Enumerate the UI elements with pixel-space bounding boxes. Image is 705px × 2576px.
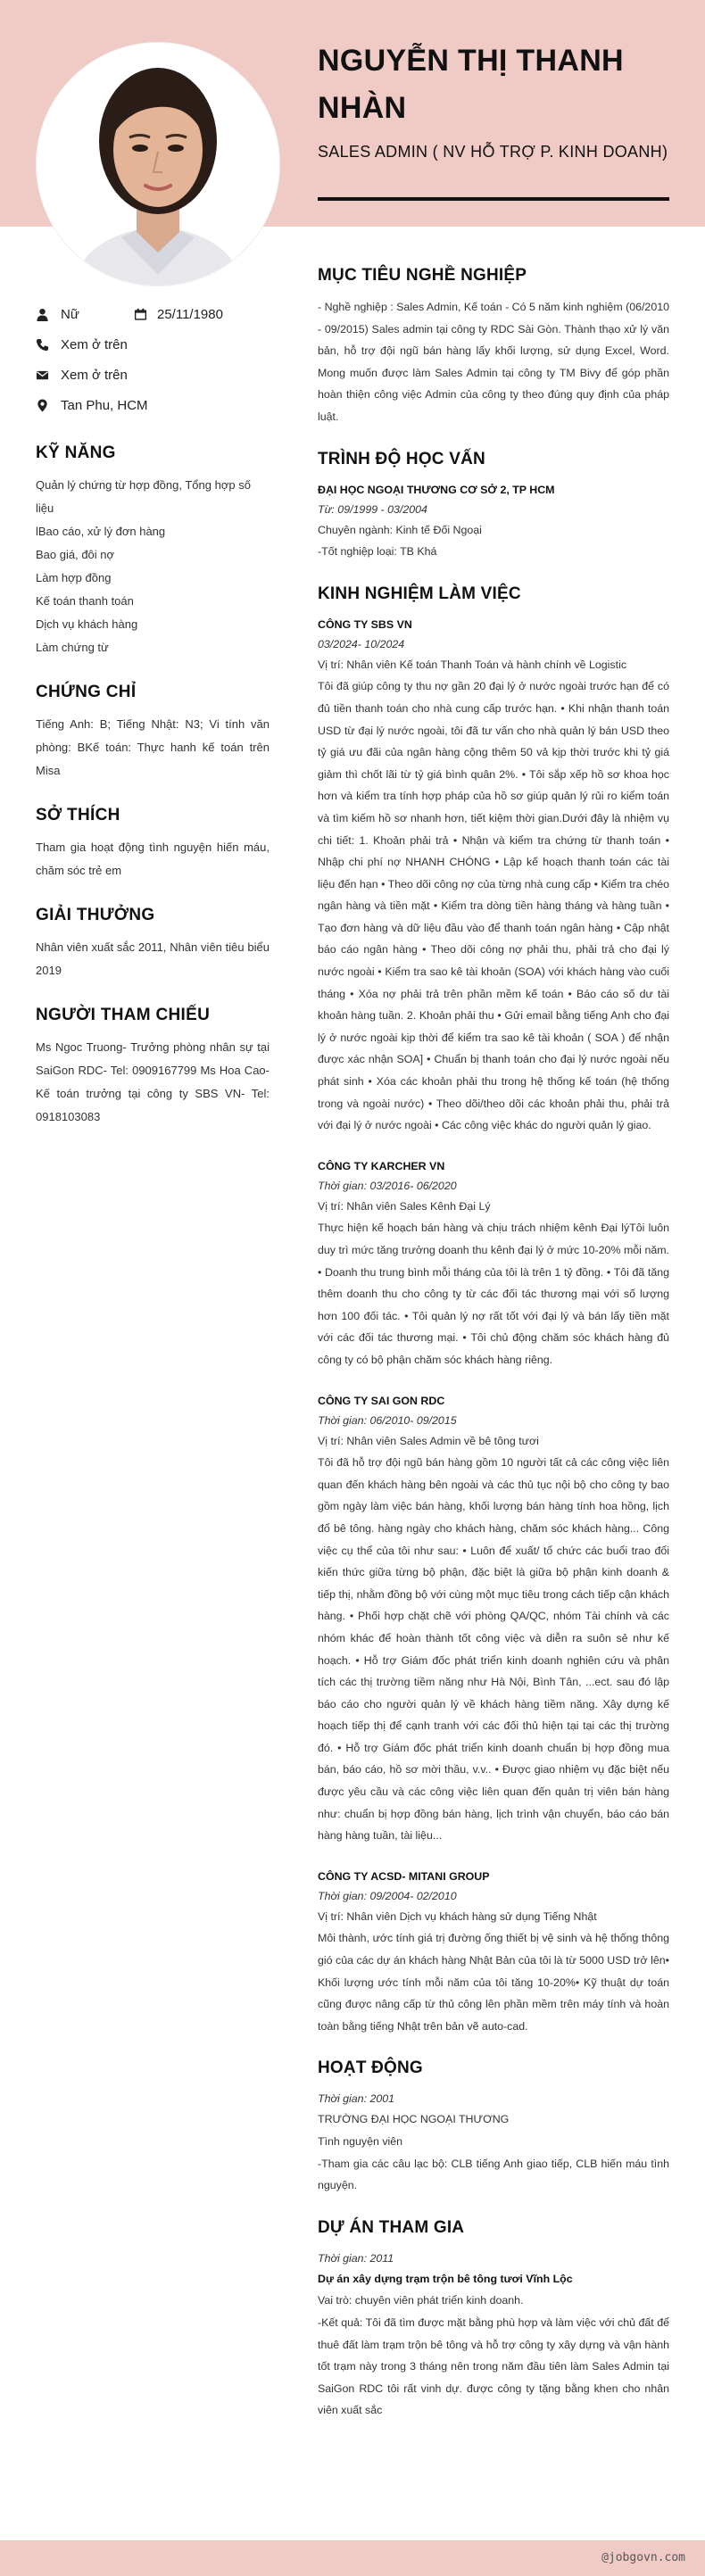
title-divider [318,197,669,201]
activity-role: Tình nguyện viên [318,2135,403,2148]
project-name: Dự án xây dựng trạm trộn bê tông tươi Vĩnh Lộc [318,2272,573,2285]
awards-heading: GIẢI THƯỞNG [36,906,155,924]
footer-band [0,2540,705,2576]
address-value: Tan Phu, HCM [61,397,148,413]
email-icon [36,369,61,382]
job-position: Vị trí: Nhân viên Dịch vụ khách hàng sử dụng Tiếng Nhật [318,1909,597,1923]
activities-section [318,2058,669,2196]
skill-item: Dịch vụ khách hàng [36,617,138,631]
phone-row [36,329,270,360]
hobbies-text: Tham gia hoạt động tình nguyện hiến máu, chăm sóc trẻ em [36,841,270,877]
awards-text: Nhân viên xuất sắc 2011, Nhân viên tiêu biểu 2019 [36,940,270,977]
project-time: Thời gian: 2011 [318,2251,394,2265]
job-company: CÔNG TY ACSD- MITANI GROUP [318,1869,490,1883]
job-entry [318,615,669,1137]
job-company: CÔNG TY SAI GON RDC [318,1394,445,1407]
job-time: 03/2024- 10/2024 [318,637,405,650]
skill-item: Kế toán thanh toán [36,594,134,608]
activity-time: Thời gian: 2001 [318,2092,395,2106]
projects-section [318,2218,669,2422]
skill-item: Quản lý chứng từ hợp đồng, Tổng hợp số liệu [36,478,251,515]
job-position: Vị trí: Nhân viên Kế toán Thanh Toán và hành chính về Logistic [318,658,627,671]
job-description: Thực hiện kế hoạch bán hàng và chịu trách nhiệm kênh Đại lýTôi luôn duy trì mức tăng trưởng doanh thu kênh đại lý ở mức 10-20% mỗi năm. • Doanh thu trung bình mỗi tháng của tôi là trên 1 tỷ đồng. • Tôi đã tăng thêm doanh thu cho công ty từ các đối tác thương mại với số lượng hơn 100 đối tác. • Tôi quản lý nợ rất tốt với đại lý và bán lấy tiền mặt với các đối tác thương mại. • Tôi chủ động chăm sóc khách hàng đủ công ty có bộ phận chăm sóc khách hàng riêng. [318,1222,669,1366]
references-heading: NGƯỜI THAM CHIẾU [36,1006,211,1024]
job-description: Tôi đã giúp công ty thu nợ gần 20 đại lý ở nước ngoài trước hạn để có đủ tiền thanh toán cho nhà cung cấp trước hạn. • Khi nhận thanh toán USD từ đại lý nước ngoài, tôi đã tư vấn cho nhà quản lý bán USD theo tỷ giá ưu đãi của ngân hàng cộng thêm 50 vả kịp thời trước khi tỷ giá giảm thì chốt lãi từ tỷ giá bình quân 2%. • Tôi sắp xếp hồ sơ khoa học hơn và kiểm tra tính hợp pháp của hồ sơ giúp quản lý rủi ro kiểm toán và tìm kiếm hồ sơ nhanh hơn, tiết kiệm thời gian.Dưới đây là nhiệm vụ chi tiết: 1. Khoản phải trả • Nhận và kiểm tra chứng từ thanh toán • Nhập chi phí nợ NHANH CHÓNG • Lập kế hoạch thanh toán các tài liệu đến hạn • Theo dõi công nợ của từng nhà cung cấp • Kiểm tra chéo ngân hàng và tiền mặt • Kiểm tra dòng tiền hàng tháng và hàng tuần • Tạo đơn hàng và dữ liệu đầu vào để thanh toán ngân hàng • Cập nhật báo cáo ngân hàng • Theo dõi công nợ phải thu, phải trả cho đại lý nước ngoài • Kiểm tra sao kê tài khoản (SOA) với khách hàng vào cuối tháng • Xóa nợ phải trả trên phần mềm kế toán • Báo cáo số dư tài khoản hàng tuần. 2. Khoản phải thu • Gửi email bằng tiếng Anh cho đại lý ở nước ngoài kịp thời để kiểm tra sao kê tài khoản ( SOA ) để nhận được xác nhận SOA] • Chuẩn bị thanh toán cho đại lý nước ngoài nếu phát sinh • Xóa các khoản phải thu trong hệ thống kế toán (hệ thống trong và ngoài nước) • Theo dõi/theo dõi các khoản phải thu, phải trả với đại lý ở nước ngoài • Các công việc khác do người quản lý giao. [318,680,669,1132]
right-column [318,266,669,2443]
avatar [37,43,279,286]
job-title: SALES ADMIN ( NV HỖ TRỢ P. KINH DOANH) [318,143,668,161]
phone-value[interactable]: Xem ở trên [61,336,128,352]
job-position: Vị trí: Nhân viên Sales Admin về bê tông tươi [318,1434,539,1447]
certificates-text: Tiếng Anh: B; Tiếng Nhật: N3; Vi tính văn phòng: BKế toán: Thực hanh kế toán trên Misa [36,717,270,777]
gender-value: Nữ [61,306,79,322]
job-entry [318,1867,669,2038]
job-entry [318,1391,669,1847]
skills-section [36,443,270,659]
activity-text: -Tham gia các câu lạc bộ: CLB tiếng Anh giao tiếp, CLB hiến máu tình nguyện. [318,2157,669,2192]
footer-watermark[interactable]: @jobgovn.com [601,2551,685,2564]
activity-org: TRƯỜNG ĐẠI HỌC NGOẠI THƯƠNG [318,2113,510,2126]
skill-item: Bao giá, đôi nợ [36,548,115,561]
job-company: CÔNG TY KARCHER VN [318,1159,445,1172]
certificates-section [36,683,270,783]
skill-item: Làm chứng từ [36,641,109,654]
objective-heading: MỤC TIÊU NGHỀ NGHIỆP [318,266,527,285]
hobbies-section [36,806,270,882]
references-text: Ms Ngoc Truong- Trưởng phòng nhân sự tại SaiGon RDC- Tel: 0909167799 Ms Hoa Cao- Kế toán trưởng tại công ty SBS VN- Tel: 0918103083 [36,1040,270,1123]
location-pin-icon [36,399,61,412]
project-role: Vai trò: chuyên viên phát triển kinh doanh. [318,2294,524,2307]
job-description: Môi thành, ước tính giá trị đường ống thiết bị vệ sinh và hệ thống thông gió của các dự án khách hàng Nhật Bản của tôi là từ 5000 USD trở lên• Khối lượng ước tính mỗi năm của tôi tăng 10-20%• Kỹ thuật dự toán cũng được nâng cấp từ thủ công lên phần mềm trên máy tính và hoàn toàn bằng tiếng Nhật trên bản vẽ auto-cad. [318,1932,669,2033]
objective-text: - Nghề nghiệp : Sales Admin, Kế toán - Có 5 năm kinh nghiệm (06/2010 - 09/2015) Sales admin tại công ty RDC Sài Gòn. Thành thạo xử lý văn bản, hỗ trợ đội ngũ bán hàng lấy khối lượng, sử dụng Excel, Word. Mong muốn được làm Sales Admin tại công ty TM Bivy để góp phần hoàn thiện công việc Admin của công ty theo đúng quy định của pháp luật. [318,301,669,423]
address-row [36,390,270,420]
education-section [318,450,669,563]
gender-birthday-row [36,299,270,329]
activities-heading: HOẠT ĐỘNG [318,2058,423,2078]
projects-heading: DỰ ÁN THAM GIA [318,2217,465,2237]
phone-icon [36,338,61,352]
job-time: Thời gian: 03/2016- 06/2020 [318,1179,457,1192]
hobbies-heading: SỞ THÍCH [36,806,120,824]
left-column [36,299,270,1129]
references-section [36,1006,270,1129]
email-value[interactable]: Xem ở trên [61,367,128,383]
education-major: Chuyên ngành: Kinh tế Đối Ngoại [318,523,482,536]
job-time: Thời gian: 09/2004- 02/2010 [318,1889,457,1902]
birthday-value: 25/11/1980 [157,306,223,322]
experience-section [318,584,669,2038]
project-text: -Kết quả: Tôi đã tìm được mặt bằng phù hợp và làm việc với chủ đất để thuê đất làm trạm trộn bê tông và hỗ trợ công ty xây dựng và vận hành tốt trạm này trong 3 tháng nên trong năm đầu tiên làm Sales Admin tại SaiGon RDC tôi rất vinh dự. được công ty tặng bằng khen cho nhân viên xuất sắc [318,2315,669,2417]
education-time: Từ: 09/1999 - 03/2004 [318,502,427,516]
person-name: NGUYỄN THỊ THANH NHÀN [318,44,624,125]
certificates-heading: CHỨNG CHỈ [36,683,137,701]
experience-heading: KINH NGHIỆM LÀM VIỆC [318,584,521,603]
profile-photo [37,43,279,286]
job-description: Tôi đã hỗ trợ đội ngũ bán hàng gồm 10 người tất cả các công việc liên quan đến khách hàng bên ngoài và các thủ tục nội bộ cho công ty bao gồm ngày làm việc bán hàng, khối lượng bán hàng tính hoa hồng, lịch đổ bê tông. hàng ngày cho khách hàng, chăm sóc khách hàng... Công việc cụ thể của tôi như sau: • Luôn để xuất/ tổ chức các buổi trao đổi kiến thức giữa từng bộ phận, đặc biệt là giữa bộ phận kinh doanh & tiếp thị, nhằm đồng bộ với cùng một mục tiêu trong cách tiếp cận khách hàng. • Phối hợp chặt chẽ với phòng QA/QC, nhóm Tài chính và các nhóm khác để hoàn thành tốt công việc và diễn ra suôn sẻ như kế hoạch. • Hỗ trợ Giám đốc phát triển kinh doanh nghiên cứu và phân tích các thị trường tiềm năng như Hà Nội, Bình Tân, ...ect. sau đó lập báo cáo cho người quản lý về khách hàng tiềm năng. Xây dựng kế hoạch tiếp thị để cạnh tranh với các đối thủ hiện tại tại các thị trường đó. • Hỗ trợ Giám đốc phát triển kinh doanh chuẩn bị hợp đồng mua bán, báo cáo, hồ sơ mời thầu, v.v.. • Được giao nhiệm vụ đặc biệt nếu được yêu cầu và các công việc liên quan đến quản trị viên bán hàng như: chuẩn bị hợp đồng bán hàng, lịch trình vận chuyển, báo cáo bán hàng hàng tuần, tài liệu... [318,1456,669,1843]
calendar-icon [134,308,157,321]
user-icon [36,308,61,321]
education-grade: -Tốt nghiệp loại: TB Khá [318,545,437,559]
skills-heading: KỸ NĂNG [36,443,116,462]
job-time: Thời gian: 06/2010- 09/2015 [318,1413,457,1427]
job-entry [318,1156,669,1371]
awards-section [36,906,270,982]
email-row [36,360,270,390]
job-position: Vị trí: Nhân viên Sales Kênh Đại Lý [318,1199,491,1213]
objective-section [318,266,669,428]
skill-item: Làm hợp đồng [36,571,112,584]
skill-item: lBao cáo, xử lý đơn hàng [36,525,166,538]
job-company: CÔNG TY SBS VN [318,617,412,631]
education-heading: TRÌNH ĐỘ HỌC VẤN [318,449,485,468]
school-name: ĐẠI HỌC NGOẠI THƯƠNG CƠ SỞ 2, TP HCM [318,483,555,496]
